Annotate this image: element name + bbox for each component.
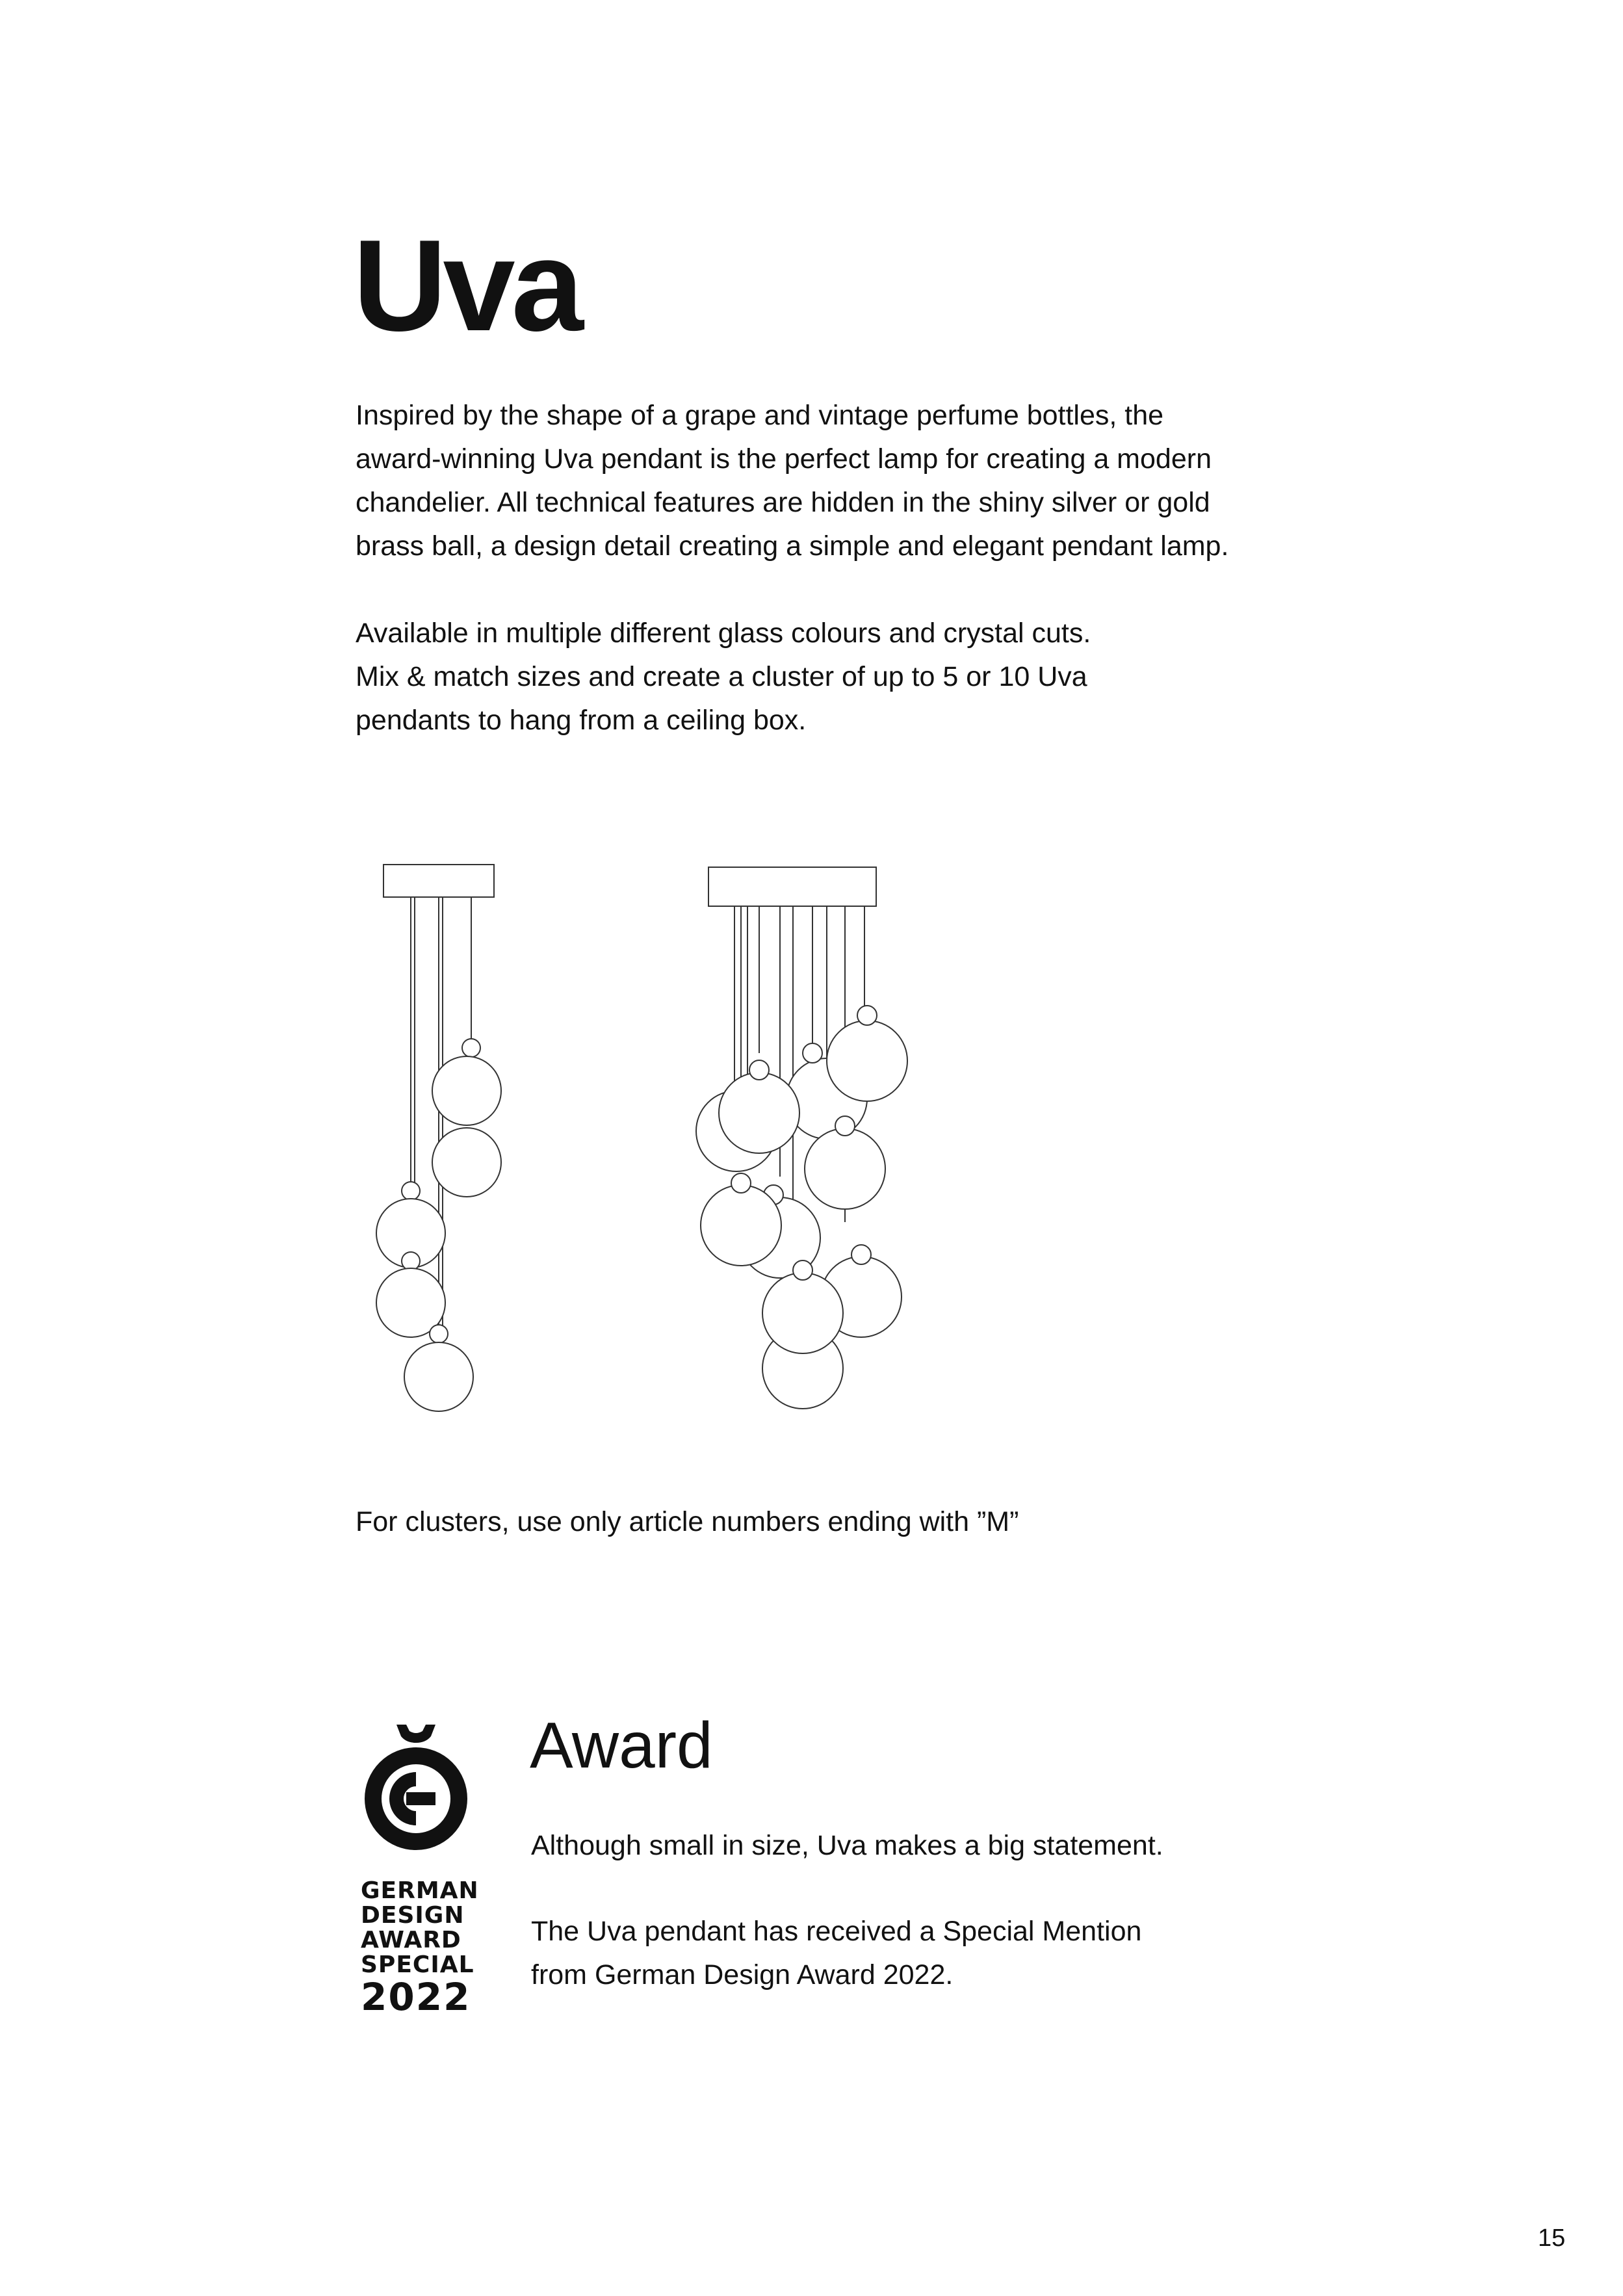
pendant-globe [404, 1342, 473, 1411]
intro-line: award-winning Uva pendant is the perfect lamp for creating a modern [356, 443, 1212, 475]
award-logo-line: SPECIAL [361, 1951, 474, 1978]
pendant-cap [462, 1039, 480, 1057]
pendant-cap [430, 1325, 448, 1343]
page-number: 15 [1538, 2224, 1566, 2252]
award-text-2 [531, 1910, 1376, 1997]
award-logo-line: AWARD [361, 1927, 461, 1953]
award-logo-year: 2022 [361, 1975, 471, 2019]
award-text-1 [531, 1824, 1376, 1868]
pendant-globe [432, 1056, 501, 1125]
ceiling-box [383, 865, 494, 897]
pendant-globe [762, 1273, 843, 1353]
pendant-cap [835, 1116, 855, 1136]
pendant-cap [749, 1060, 769, 1080]
availability-line: pendants to hang from a ceiling box. [356, 705, 807, 736]
availability-line: Available in multiple different glass colours and crystal cuts. [356, 618, 1091, 649]
pendant-cap [731, 1173, 751, 1193]
cluster-note: For clusters, use only article numbers ending with ”M” [356, 1506, 1019, 1537]
award-text-line: The Uva pendant has received a Special Mention [531, 1916, 1142, 1947]
award-logo-line: DESIGN [361, 1902, 465, 1929]
german-design-award-logo [361, 1719, 479, 2019]
availability-line: Mix & match sizes and create a cluster of up to 5 or 10 Uva [356, 661, 1087, 692]
pendant-globe [701, 1185, 781, 1266]
award-text-line: Although small in size, Uva makes a big statement. [531, 1830, 1163, 1861]
pendant-globe [827, 1021, 907, 1101]
intro-line: brass ball, a design detail creating a simple and elegant pendant lamp. [356, 530, 1229, 562]
award-logo-line: GERMAN [361, 1877, 479, 1904]
pendant-cap [803, 1043, 822, 1063]
intro-paragraph [356, 394, 1331, 568]
pendant-cap [402, 1182, 420, 1200]
page-title: Uva [353, 213, 580, 358]
award-medal-icon [361, 1719, 471, 1869]
pendant-globe [719, 1073, 799, 1153]
award-text-line: from German Design Award 2022. [531, 1959, 954, 1990]
availability-paragraph [356, 612, 1331, 742]
pendant-globe [805, 1128, 885, 1209]
pendant-globe [432, 1128, 501, 1197]
ceiling-box [708, 867, 876, 906]
pendant-cap [857, 1006, 877, 1025]
pendant-cap [793, 1260, 812, 1280]
award-heading: Award [530, 1709, 713, 1782]
cluster-10-drawing [682, 845, 929, 1430]
intro-line: Inspired by the shape of a grape and vintage perfume bottles, the [356, 400, 1164, 431]
pendant-cap [851, 1245, 871, 1264]
pendant-cap [402, 1252, 420, 1270]
cluster-5-drawing [364, 845, 533, 1430]
intro-line: chandelier. All technical features are hidden in the shiny silver or gold [356, 487, 1210, 518]
